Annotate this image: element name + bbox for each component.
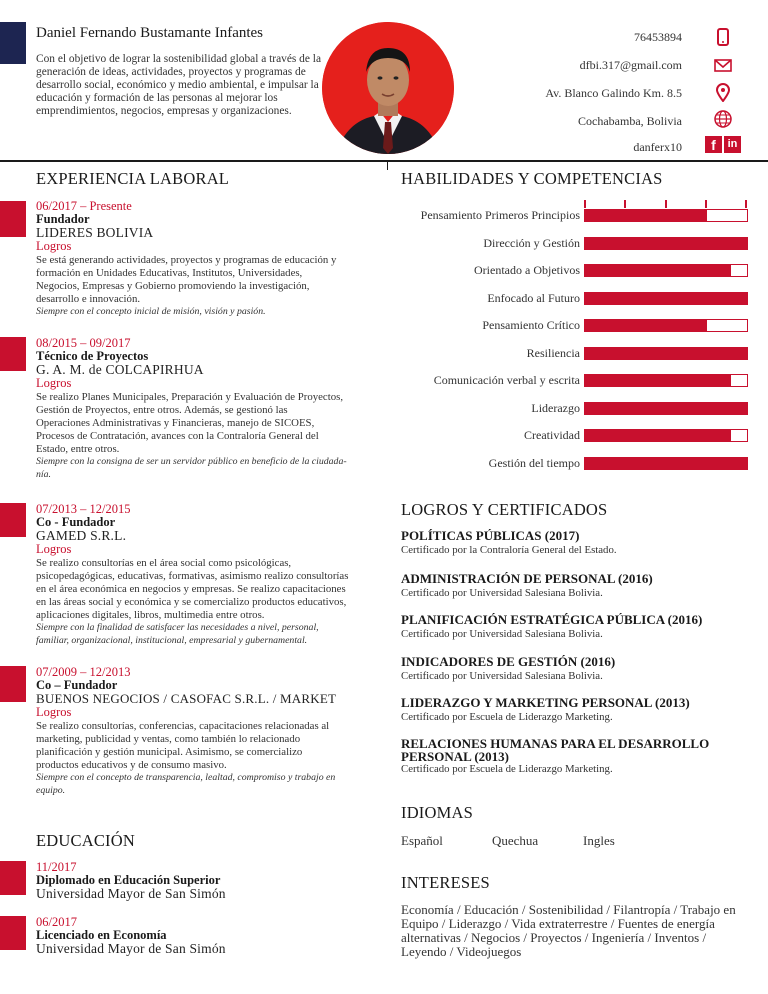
skill-bar: [584, 374, 748, 387]
certificate-title: PLANIFICACIÓN ESTRATÉGICA PÚBLICA (2016): [401, 612, 703, 627]
skill-label: Gestión del tiempo: [488, 455, 580, 470]
experience-date: 07/2009 – 12/2013: [36, 665, 131, 679]
skill-bar-fill: [585, 238, 747, 249]
experience-role: Co – Fundador: [36, 678, 118, 692]
experience-note: Siempre con el concepto inicial de misión, visión y pasión.: [36, 306, 266, 317]
scale-tick: [624, 200, 626, 208]
experience-description: Se realizo Planes Municipales, Preparación y Evaluación de Proyectos, Gestión de Proyectos, entre otros. Además, se gestionó las Operaciones Administrativas y Financieras, manejo de SICOES, Procesos de Contratación, avances con la Contraloría General del Estado, entre otros.: [36, 391, 344, 455]
experience-org: GAMED S.R.L.: [36, 528, 127, 543]
certificate-title: POLÍTICAS PÚBLICAS (2017): [401, 528, 580, 543]
mail-icon: [712, 54, 734, 76]
skill-bar: [584, 209, 748, 222]
candidate-name: Daniel Fernando Bustamante Infantes: [36, 25, 264, 41]
skill-bar: [584, 429, 748, 442]
skill-bar-fill: [585, 430, 731, 441]
skill-bar-fill: [585, 348, 747, 359]
education-marker-2: [0, 916, 26, 950]
experience-date: 07/2013 – 12/2015: [36, 502, 131, 516]
linkedin-icon[interactable]: in: [724, 136, 741, 153]
certificate-issuer: Certificado por Universidad Salesiana Bolivia.: [401, 670, 603, 682]
experience-description: Se realizo consultorías en el área social como psicológicas, psicopedagógicas, educativas, formativas, asimismo realizo consultorías en el área económica en negocios y empresas. Se realizo capacitaciones en las áreas social y económica y se comercializo productos educativos, aplicaciones digitales, libros, multimedia entre otros.: [36, 557, 349, 621]
skill-bar: [584, 319, 748, 332]
education-date: 11/2017: [36, 860, 77, 874]
certificate-title: RELACIONES HUMANAS PARA EL DESARROLLO PERSONAL (2013): [401, 736, 710, 764]
skill-label: Pensamiento Primeros Principios: [420, 208, 580, 222]
phone-icon: [712, 26, 734, 48]
skill-label: Orientado a Objetivos: [474, 263, 580, 277]
language-item: Ingles: [583, 833, 615, 848]
certificate-item-2: [401, 571, 746, 599]
experience-role: Co - Fundador: [36, 515, 116, 529]
education-degree: Diplomado en Educación Superior: [36, 873, 221, 887]
experience-org: LIDERES BOLIVIA: [36, 225, 154, 240]
skill-bar-fill: [585, 293, 747, 304]
skill-bar: [584, 237, 748, 250]
experience-note: Siempre con la consigna de ser un servidor público en beneficio de la ciudada- nía.: [36, 456, 347, 480]
contact-city: Cochabamba, Bolivia: [578, 114, 682, 128]
skill-bar-fill: [585, 403, 747, 414]
objective-text: Con el objetivo de lograr la sostenibilidad global a través de la generación de ideas, actividades, proyectos y programas de desarrollo social, económico y medio ambiental, e impulsar la educación y formación de las personas al mejorar los emprendimientos, negocios, empresas y organizaciones.: [36, 53, 322, 117]
skill-bar: [584, 402, 748, 415]
experience-logros-label: Logros: [36, 542, 72, 556]
certificate-issuer: Certificado por Universidad Salesiana Bolivia.: [401, 587, 603, 599]
experience-marker-4: [0, 666, 26, 702]
experience-item-1: [36, 199, 381, 319]
experience-role: Fundador: [36, 212, 90, 226]
experience-description: Se realizo consultorías, conferencias, capacitaciones relacionadas al marketing, publicidad y ventas, como también lo relacionado planificación y gestión municipal. Asimismo, se comercializo productos educativos y de consumo masivo.: [36, 720, 330, 771]
facebook-icon[interactable]: f: [705, 136, 722, 153]
skills-title: HABILIDADES Y COMPETENCIAS: [401, 169, 663, 188]
experience-title: EXPERIENCIA LABORAL: [36, 169, 230, 188]
skill-bar: [584, 457, 748, 470]
education-item-2: [36, 915, 381, 957]
experience-marker-3: [0, 503, 26, 537]
education-school: Universidad Mayor de San Simón: [36, 886, 226, 901]
experience-date: 06/2017 – Presente: [36, 199, 132, 213]
experience-marker-2: [0, 337, 26, 371]
certificates-title: LOGROS Y CERTIFICADOS: [401, 500, 608, 519]
experience-note: Siempre con el concepto de transparencia, lealtad, compromiso y trabajo en equipo.: [36, 772, 336, 796]
certificate-item-5: [401, 695, 746, 723]
experience-org: G. A. M. de COLCAPIRHUA: [36, 362, 204, 377]
education-date: 06/2017: [36, 915, 77, 929]
interests-text: Economía / Educación / Sostenibilidad / Filantropía / Trabajo en Equipo / Liderazgo / Vida extraterrestre / Fuentes de energía alternativas / Negocios / Proyectos / Ingeniería / Inventos / Leyendo / Videojuegos: [401, 902, 736, 959]
skill-label: Resiliencia: [526, 345, 580, 360]
education-marker-1: [0, 861, 26, 895]
languages-title: IDIOMAS: [401, 803, 473, 822]
header-divider: [0, 160, 768, 162]
experience-logros-label: Logros: [36, 239, 72, 253]
profile-photo: [322, 22, 454, 154]
globe-icon: [712, 108, 734, 130]
skill-bar-fill: [585, 265, 731, 276]
skill-bar: [584, 292, 748, 305]
education-school: Universidad Mayor de San Simón: [36, 941, 226, 956]
interests-title: INTERESES: [401, 873, 490, 892]
skill-bar-fill: [585, 458, 747, 469]
skill-label: Pensamiento Crítico: [482, 318, 580, 332]
experience-logros-label: Logros: [36, 705, 72, 719]
education-degree: Licenciado en Economía: [36, 928, 167, 942]
certificate-issuer: Certificado por Escuela de Liderazgo Marketing.: [401, 763, 613, 775]
certificate-issuer: Certificado por Universidad Salesiana Bolivia.: [401, 628, 603, 640]
certificate-item-1: [401, 528, 746, 556]
skill-label: Creatividad: [524, 428, 580, 442]
experience-item-2: [36, 336, 381, 481]
skill-bar-fill: [585, 320, 707, 331]
scale-tick: [745, 200, 747, 208]
experience-date: 08/2015 – 09/2017: [36, 336, 131, 350]
scale-tick: [665, 200, 667, 208]
experience-marker-1: [0, 201, 26, 237]
education-title: EDUCACIÓN: [36, 831, 135, 850]
skill-bar-fill: [585, 375, 731, 386]
contact-email[interactable]: dfbi.317@gmail.com: [579, 58, 682, 72]
certificate-title: INDICADORES DE GESTIÓN (2016): [401, 654, 616, 669]
scale-tick: [584, 200, 586, 208]
language-item: Español: [401, 833, 443, 848]
experience-description: Se está generando actividades, proyectos y programas de educación y formación en Unidades Educativas, Institutos, Universidades, Negocios, Empresas y Gobierno promoviendo la investigación, desarrollo e innovación.: [36, 254, 337, 305]
experience-org: BUENOS NEGOCIOS / CASOFAC S.R.L. / MARKET: [36, 691, 337, 706]
skill-label: Liderazgo: [531, 400, 580, 415]
certificate-title: ADMINISTRACIÓN DE PERSONAL (2016): [401, 571, 653, 586]
skill-label: Comunicación verbal y escrita: [433, 373, 580, 387]
skill-label: Enfocado al Futuro: [487, 290, 580, 305]
experience-note: Siempre con la finalidad de satisfacer las necesidades a nivel, personal, familiar, organizacional, institucional, empresarial y gubernamental.: [36, 622, 319, 646]
certificate-item-4: [401, 654, 746, 682]
certificate-issuer: Certificado por la Contraloría General del Estado.: [401, 544, 617, 556]
experience-item-4: [36, 665, 381, 797]
skill-bar: [584, 347, 748, 360]
column-divider: [387, 160, 388, 170]
contact-social[interactable]: danferx10: [633, 140, 682, 154]
experience-role: Técnico de Proyectos: [36, 349, 149, 363]
scale-tick: [705, 200, 707, 208]
skill-label: Dirección y Gestión: [483, 235, 580, 250]
education-item-1: [36, 860, 381, 902]
experience-logros-label: Logros: [36, 376, 72, 390]
contact-phone: 76453894: [634, 30, 682, 44]
certificate-title: LIDERAZGO Y MARKETING PERSONAL (2013): [401, 695, 690, 710]
skill-bar-fill: [585, 210, 707, 221]
location-pin-icon: [712, 81, 734, 103]
experience-item-3: [36, 502, 381, 647]
language-item: Quechua: [492, 833, 539, 848]
certificate-issuer: Certificado por Escuela de Liderazgo Marketing.: [401, 711, 613, 723]
certificate-item-3: [401, 612, 746, 640]
header-accent-block: [0, 22, 26, 64]
contact-address: Av. Blanco Galindo Km. 8.5: [545, 86, 682, 100]
skill-bar: [584, 264, 748, 277]
certificate-item-6: [401, 737, 746, 775]
